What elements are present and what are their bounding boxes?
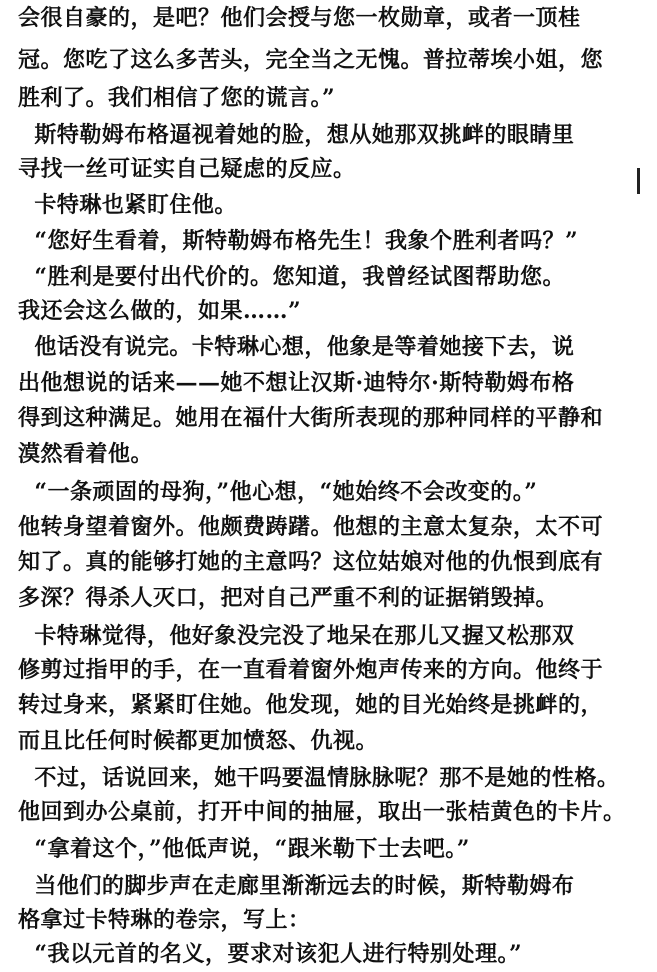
text-line: 冠。您吃了这么多苦头，完全当之无愧。普拉蒂埃小姐，您	[18, 47, 604, 73]
text-line: 修剪过指甲的手，在一直看着窗外炮声传来的方向。他终于	[18, 657, 604, 683]
text-line: 斯特勒姆布格逼视着她的脸，想从她那双挑衅的眼睛里	[18, 122, 575, 148]
text-line: 卡特琳觉得，他好象没完没了地呆在那儿又握又松那双	[18, 623, 575, 649]
text-line: 寻找一丝可证实自己疑虑的反应。	[18, 156, 356, 182]
text-line: 不过，话说回来，她干吗要温情脉脉呢？那不是她的性格。	[18, 765, 620, 791]
text-line: 转过身来，紧紧盯住她。他发现，她的目光始终是挑衅的，	[18, 692, 604, 718]
text-line: 而且比任何时候都更加愤怒、仇视。	[18, 728, 379, 754]
text-line: 我还会这么做的，如果……”	[18, 298, 302, 324]
text-line: 卡特琳也紧盯住他。	[18, 192, 237, 218]
text-line: “胜利是要付出代价的。您知道，我曾经试图帮助您。	[18, 264, 565, 290]
text-line: 他转身望着窗外。他颇费踌躇。他想的主意太复杂，太不可	[18, 514, 604, 540]
margin-mark	[637, 168, 640, 194]
text-line: 会很自豪的，是吧？他们会授与您一枚勋章，或者一顶桂	[18, 5, 581, 31]
text-line: “拿着这个，”他低声说，“跟米勒下士去吧。”	[18, 836, 470, 862]
text-line: 格拿过卡特琳的卷宗，写上：	[18, 907, 311, 933]
text-line: “您好生看着，斯特勒姆布格先生！我象个胜利者吗？”	[18, 228, 579, 254]
text-line: 得到这种满足。她用在福什大街所表现的那种同样的平静和	[18, 405, 604, 431]
text-line: “我以元首的名义，要求对该犯人进行特别处理。”	[18, 941, 523, 967]
text-line: 胜利了。我们相信了您的谎言。”	[18, 85, 336, 111]
text-line: 他话没有说完。卡特琳心想，他象是等着她接下去，说	[18, 334, 575, 360]
text-line: 知了。真的能够打她的主意吗？这位姑娘对他的仇恨到底有	[18, 549, 604, 575]
text-line: 出他想说的话来——她不想让汉斯·迪特尔·斯特勒姆布格	[18, 370, 575, 396]
text-line: “一条顽固的母狗，”他心想，“她始终不会改变的。”	[18, 479, 538, 505]
text-line: 漠然看着他。	[18, 441, 154, 467]
text-line: 他回到办公桌前，打开中间的抽屉，取出一张桔黄色的卡片。	[18, 799, 626, 825]
text-line: 多深？得杀人灭口，把对自己严重不利的证据销毁掉。	[18, 585, 559, 611]
text-line: 当他们的脚步声在走廊里渐渐远去的时候，斯特勒姆布	[18, 873, 575, 899]
